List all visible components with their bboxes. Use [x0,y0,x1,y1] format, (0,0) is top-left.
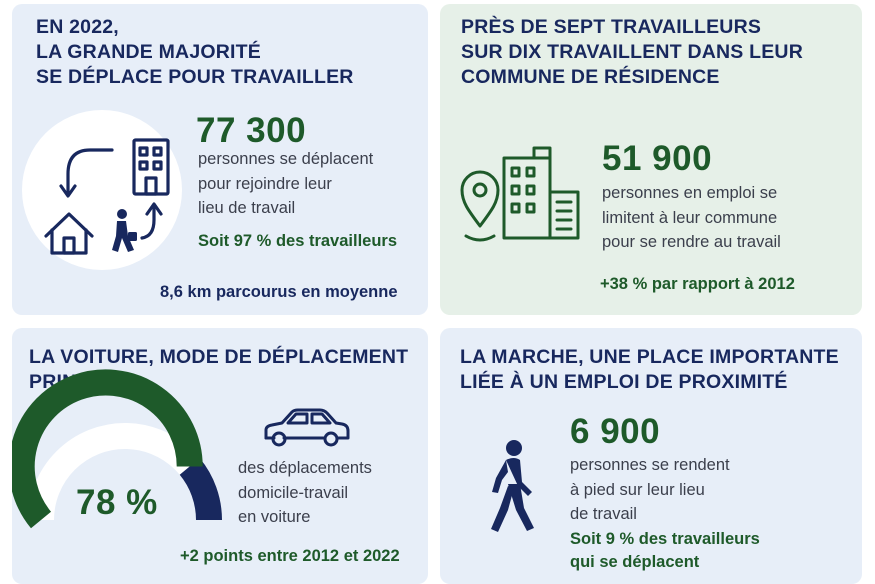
card-car-change: +2 points entre 2012 et 2022 [180,547,400,565]
card-local-work [440,4,862,315]
card-car-title: LA VOITURE, MODE DE DÉPLACEMENT PRINCIPAL [29,346,409,393]
card-commuting-distance: 8,6 km parcourus en moyenne [160,283,398,301]
card-commuting-value: 77 300 [196,111,307,150]
card-local-work-value: 51 900 [602,139,713,178]
card-walking-share: Soit 9 % des travailleurs qui se déplacent [570,530,760,571]
home-to-office-icon [22,110,182,270]
car-share-percent: 78 % [76,483,158,522]
buildings-location-icon [458,144,588,244]
card-commuting [12,4,428,315]
card-walking-title: LA MARCHE, UNE PLACE IMPORTANTE LIÉE À UN EMPLOI DE PROXIMITÉ [460,346,839,393]
card-local-work-description: personnes en emploi se limitent à leur commune pour se rendre au travail [602,184,781,251]
card-car [12,328,428,584]
card-walking [440,328,862,584]
card-commuting-title: EN 2022, LA GRANDE MAJORITÉ SE DÉPLACE POUR TRAVAILLER [36,16,354,88]
car-icon [260,406,352,452]
card-local-work-title: PRÈS DE SEPT TRAVAILLEURS SUR DIX TRAVAILLENT DANS LEUR COMMUNE DE RÉSIDENCE [461,16,803,88]
card-commuting-share: Soit 97 % des travailleurs [198,232,398,250]
card-local-work-change: +38 % par rapport à 2012 [600,275,795,293]
card-walking-value: 6 900 [570,412,661,451]
gauge-remaining-arc [190,466,209,520]
pedestrian-icon [484,438,544,538]
card-walking-description: personnes se rendent à pied sur leur lieu de travail [570,456,730,523]
card-car-description: des déplacements domicile-travail en voiture [238,459,372,526]
card-commuting-description: personnes se déplacent pour rejoindre leur lieu de travail [198,150,374,217]
